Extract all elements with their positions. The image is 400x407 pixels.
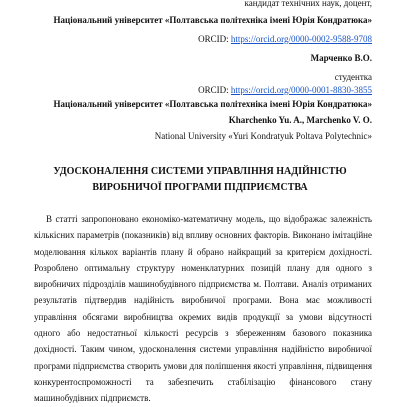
article-title-line1: УДОСКОНАЛЕННЯ СИСТЕМИ УПРАВЛІННЯ НАДІЙНІСТЮ (53, 166, 347, 177)
orcid-link-author2[interactable]: https://orcid.org/0000-0001-8830-3855 (230, 85, 372, 95)
author2-name: Марченко В.О. (310, 53, 372, 63)
authors-english: Kharchenko Yu. A., Marchenko V. O. (228, 115, 372, 125)
abstract-paragraph: В статті запропоновано економіко-математичну модель, що відображає залежність кількісних параметрів (показників) від впливу основних факторів. Виконано імітаційне моделювання кількох варіантів плану й обрано найкращий за критерієм дохідності. Розроблено оптимальну структуру номенклатурних позицій плану для одного з виробничих підрозділів машинобудівного підприємства м. Полтави. Аналіз отриманих результатів підтвердив надійність виробничої програми. Вона має можливості управління обсягами виробництва окремих видів продукції за умови відсутності одного або недостатньої кількості ресурсів з збереженням базового показника дохідності. Таким чином, удосконалення системи управління надійністю виробничої програми підприємства створить умови для поліпшення якості управління, підвищення конкурентоспроможності та забезпечить стабілізацію фінансового стану машинобудівних підприємств. (34, 214, 372, 404)
author2-role: студентка (334, 72, 372, 82)
orcid-link-author1[interactable]: https://orcid.org/0000-0002-9588-9708 (230, 34, 372, 44)
author2-orcid (198, 85, 372, 96)
orcid-label: ORCID: (198, 34, 229, 44)
author1-affiliation: Національний університет «Полтавська політехніка імені Юрія Кондратюка» (53, 15, 372, 25)
orcid-label: ORCID: (198, 85, 229, 95)
article-title-line2: ВИРОБНИЧОЇ ПРОГРАМИ ПІДПРИЄМСТВА (92, 182, 308, 193)
author1-degree: кандидат технічних наук, доцент, (244, 0, 372, 8)
university-english: National University «Yuri Kondratyuk Poltava Polytechnic» (154, 131, 372, 141)
author1-orcid (198, 34, 372, 45)
author2-affiliation: Національний університет «Полтавська політехніка імені Юрія Кондратюка» (53, 99, 372, 109)
